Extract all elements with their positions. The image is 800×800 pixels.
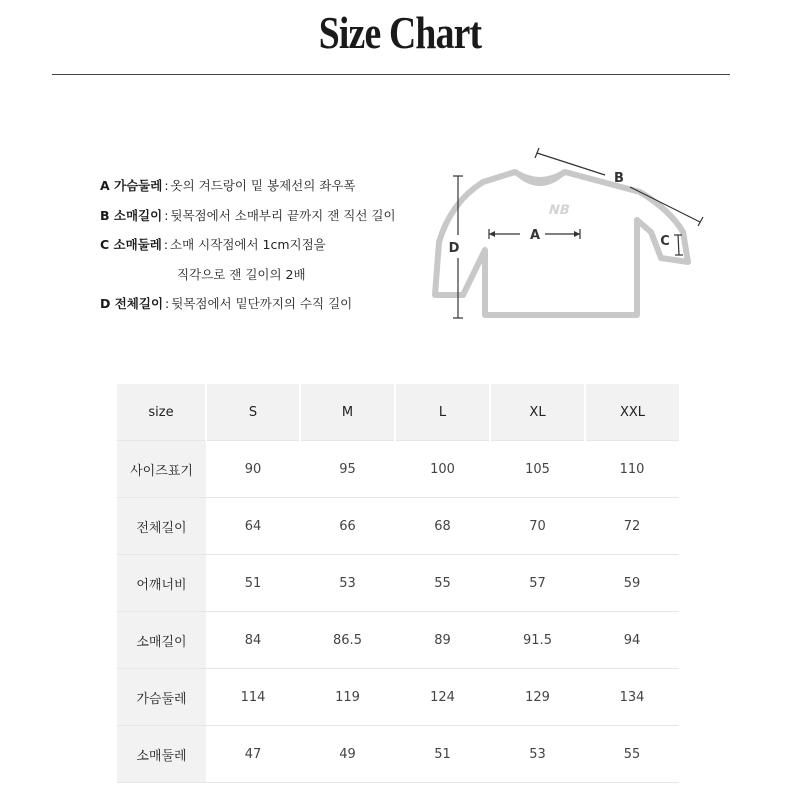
table-cell: 89	[395, 612, 490, 669]
table-cell: 55	[585, 726, 679, 783]
legend-item-a	[100, 180, 356, 193]
table-cell: 64	[206, 498, 300, 555]
table-cell: 47	[206, 726, 300, 783]
size-header-cell: XL	[490, 384, 585, 441]
table-row	[117, 726, 679, 783]
legend-desc: 소매 시작점에서 1cm지점을	[170, 237, 326, 252]
row-label: 소매길이	[117, 612, 206, 669]
table-cell: 91.5	[490, 612, 585, 669]
table-cell: 51	[206, 555, 300, 612]
corner-cell: size	[117, 384, 206, 441]
size-header-cell: M	[300, 384, 395, 441]
svg-text:NB: NB	[546, 203, 572, 218]
table-cell: 66	[300, 498, 395, 555]
legend-desc: 뒷목점에서 밑단까지의 수직 길이	[171, 296, 353, 311]
legend-separator: :	[164, 178, 169, 193]
table-cell: 49	[300, 726, 395, 783]
title-divider	[52, 74, 730, 75]
row-label: 전체길이	[117, 498, 206, 555]
row-label: 어깨너비	[117, 555, 206, 612]
legend-separator: :	[164, 208, 169, 223]
table-cell: 53	[300, 555, 395, 612]
table-cell: 114	[206, 669, 300, 726]
table-row	[117, 612, 679, 669]
table-row	[117, 498, 679, 555]
size-table	[117, 384, 679, 783]
legend-desc: 뒷목점에서 소매부리 끝까지 잰 직선 길이	[170, 208, 396, 223]
table-cell: 129	[490, 669, 585, 726]
table-row	[117, 555, 679, 612]
legend-key: C 소매둘레	[100, 237, 162, 252]
table-cell: 72	[585, 498, 679, 555]
table-cell: 51	[395, 726, 490, 783]
legend-separator: :	[163, 237, 169, 252]
table-row	[117, 669, 679, 726]
size-header-cell: S	[206, 384, 300, 441]
legend-desc: 옷의 겨드랑이 밑 봉제선의 좌우폭	[170, 178, 356, 193]
table-cell: 105	[490, 441, 585, 498]
row-label: 사이즈표기	[117, 441, 206, 498]
label-b: B	[614, 171, 624, 186]
table-cell: 59	[585, 555, 679, 612]
table-cell: 86.5	[300, 612, 395, 669]
table-cell: 57	[490, 555, 585, 612]
table-cell: 55	[395, 555, 490, 612]
table-cell: 100	[395, 441, 490, 498]
table-cell: 84	[206, 612, 300, 669]
size-header-cell: L	[395, 384, 490, 441]
page-title: Size Chart	[318, 7, 482, 58]
table-cell: 95	[300, 441, 395, 498]
legend-desc-continued: 직각으로 잰 길이의 2배	[177, 267, 306, 282]
table-cell: 119	[300, 669, 395, 726]
legend-item-d	[100, 298, 352, 311]
row-label: 가슴둘레	[117, 669, 206, 726]
label-a: A	[529, 228, 541, 243]
legend-key: D 전체길이	[100, 296, 164, 311]
legend-separator: :	[165, 296, 170, 311]
table-cell: 124	[395, 669, 490, 726]
size-header-cell: XXL	[585, 384, 679, 441]
legend-key: A 가슴둘레	[100, 178, 163, 193]
label-d: D	[448, 241, 460, 256]
table-cell: 110	[585, 441, 679, 498]
legend-key: B 소매길이	[100, 208, 163, 223]
table-cell: 53	[490, 726, 585, 783]
table-cell: 70	[490, 498, 585, 555]
size-header-row	[117, 384, 679, 441]
sweatshirt-measurement-diagram	[425, 140, 715, 330]
label-c: C	[660, 234, 670, 249]
table-cell: 68	[395, 498, 490, 555]
table-cell: 90	[206, 441, 300, 498]
table-cell: 134	[585, 669, 679, 726]
legend-item-c	[100, 239, 326, 252]
sweatshirt-outline	[435, 172, 688, 315]
legend-item-b	[100, 210, 396, 223]
table-cell: 94	[585, 612, 679, 669]
row-label: 소매둘레	[117, 726, 206, 783]
brand-logo-icon	[547, 203, 572, 218]
table-row	[117, 441, 679, 498]
